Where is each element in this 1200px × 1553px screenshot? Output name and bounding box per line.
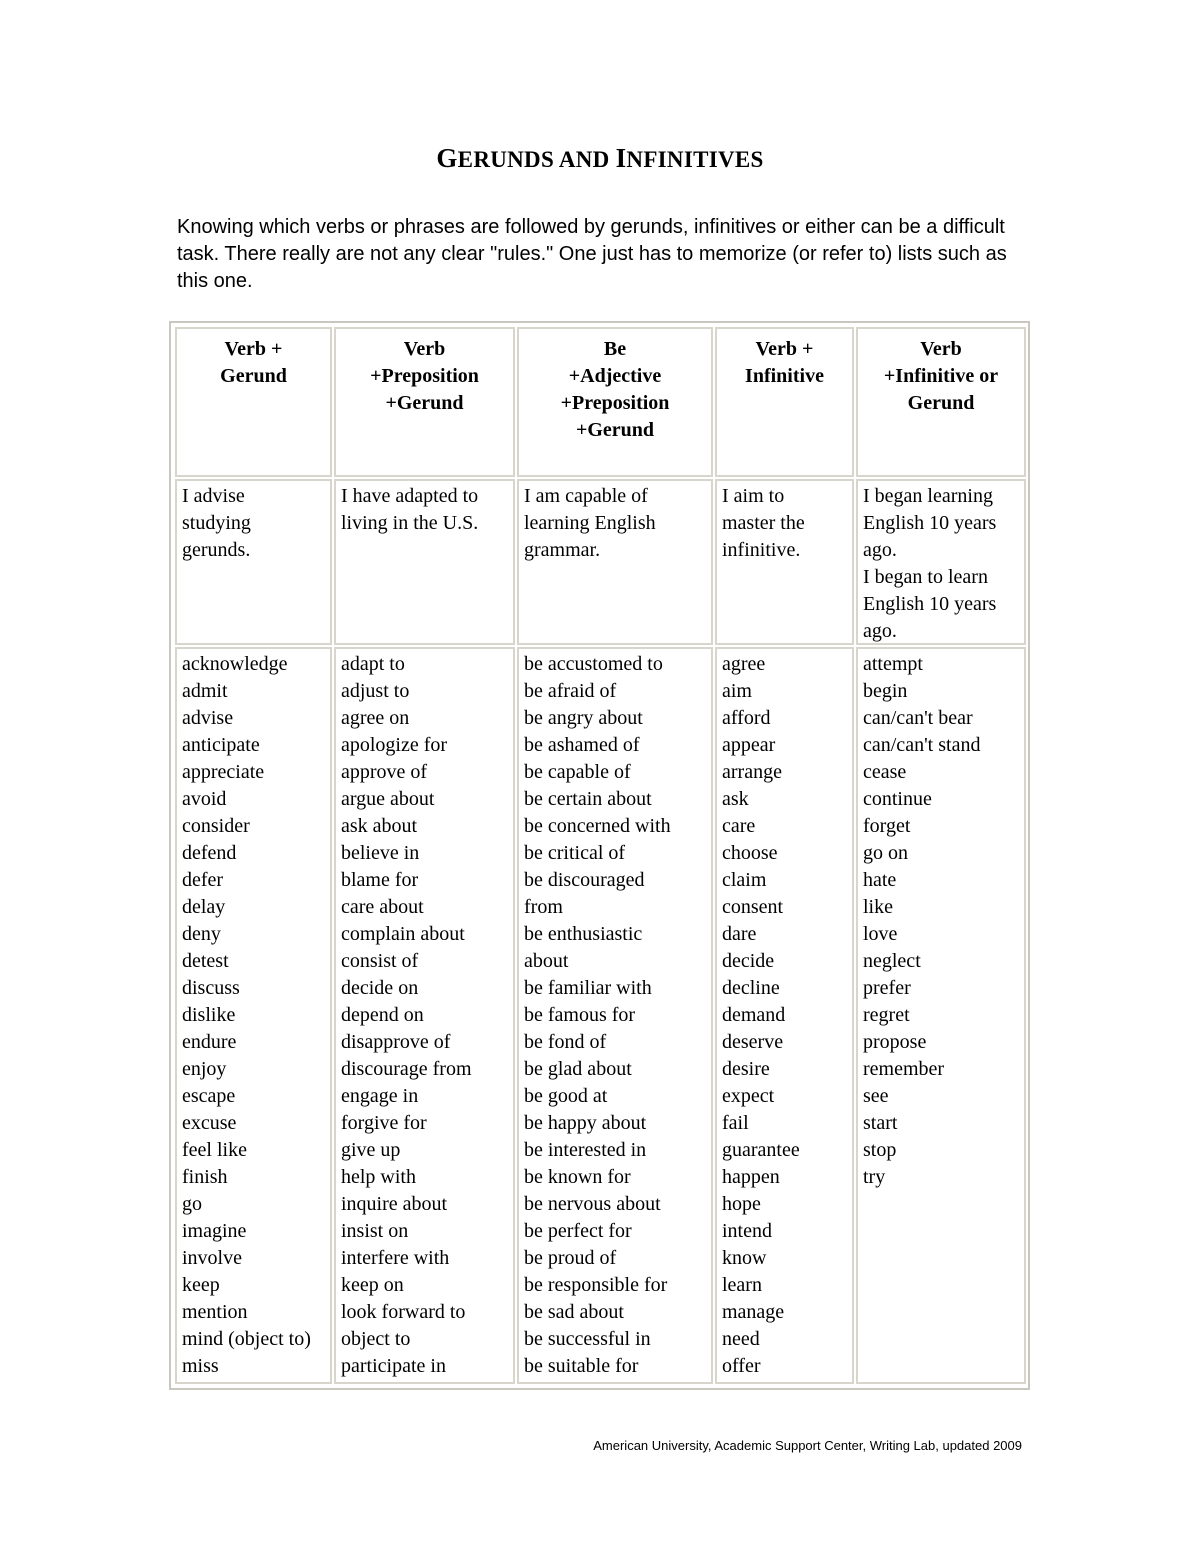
list-item: give up xyxy=(341,1139,401,1161)
list-item: apologize for xyxy=(341,734,448,756)
list-item: be concerned with xyxy=(524,815,671,837)
list-item: remember xyxy=(863,1058,945,1080)
list-item: regret xyxy=(863,1004,910,1026)
list-item: endure xyxy=(182,1031,237,1053)
list-verb-infinitive xyxy=(715,647,854,1384)
list-item: deserve xyxy=(722,1031,784,1053)
list-item: acknowledge xyxy=(182,653,288,675)
list-item: be perfect for xyxy=(524,1220,632,1242)
list-item: manage xyxy=(722,1301,785,1323)
list-item: hope xyxy=(722,1193,761,1215)
list-item: adjust to xyxy=(341,680,410,702)
list-item: keep xyxy=(182,1274,220,1296)
list-item: choose xyxy=(722,842,778,864)
list-item: discuss xyxy=(182,977,240,999)
list-item: offer xyxy=(722,1355,761,1377)
list-verb-preposition-gerund xyxy=(334,647,515,1384)
list-item: continue xyxy=(863,788,932,810)
list-item: be enthusiastic xyxy=(524,923,643,945)
list-item: be happy about xyxy=(524,1112,647,1134)
list-item: object to xyxy=(341,1328,411,1350)
example-be-adjective-preposition-gerund: I am capable of learning English grammar. xyxy=(517,479,713,645)
header-verb-preposition-gerund: Verb +Preposition +Gerund xyxy=(334,327,515,477)
list-item: decline xyxy=(722,977,780,999)
list-item: love xyxy=(863,923,898,945)
list-item: insist on xyxy=(341,1220,409,1242)
list-item: imagine xyxy=(182,1220,247,1242)
intro-paragraph: Knowing which verbs or phrases are followed by gerunds, infinitives or either can be a difficult task. There really are not any clear "rules." One just has to memorize (or refer to) lists such as this one. xyxy=(177,216,1007,292)
list-be-adjective-preposition-gerund xyxy=(517,647,713,1384)
list-item: be suitable for xyxy=(524,1355,639,1377)
list-item: adapt to xyxy=(341,653,405,675)
list-item: advise xyxy=(182,707,234,729)
list-item: deny xyxy=(182,923,221,945)
list-item: be discouraged xyxy=(524,869,645,891)
list-item: disapprove of xyxy=(341,1031,451,1053)
list-item: discourage from xyxy=(341,1058,472,1080)
list-item: care about xyxy=(341,896,424,918)
list-item: enjoy xyxy=(182,1058,227,1080)
list-item: happen xyxy=(722,1166,780,1188)
list-item: dare xyxy=(722,923,757,945)
list-item: be nervous about xyxy=(524,1193,661,1215)
list-item: prefer xyxy=(863,977,911,999)
list-item: about xyxy=(524,950,569,972)
list-item: consist of xyxy=(341,950,419,972)
list-item: detest xyxy=(182,950,229,972)
list-item: dislike xyxy=(182,1004,236,1026)
list-item: can/can't bear xyxy=(863,707,973,729)
example-verb-infinitive-or-gerund: I began learning English 10 years ago. I began to learn English 10 years ago. xyxy=(856,479,1026,645)
list-item: forget xyxy=(863,815,911,837)
list-item: anticipate xyxy=(182,734,260,756)
footer-credit: American University, Academic Support Center, Writing Lab, updated 2009 xyxy=(593,1438,1022,1453)
list-item: consider xyxy=(182,815,250,837)
list-item: claim xyxy=(722,869,767,891)
list-item: blame for xyxy=(341,869,419,891)
example-verb-preposition-gerund: I have adapted to living in the U.S. xyxy=(334,479,515,645)
list-item: mention xyxy=(182,1301,248,1323)
list-item: keep on xyxy=(341,1274,404,1296)
list-item: defend xyxy=(182,842,237,864)
list-item: like xyxy=(863,896,893,918)
list-item: need xyxy=(722,1328,760,1350)
list-item: feel like xyxy=(182,1139,247,1161)
list-item: be famous for xyxy=(524,1004,636,1026)
list-item: be responsible for xyxy=(524,1274,668,1296)
list-item: be angry about xyxy=(524,707,643,729)
header-verb-infinitive-or-gerund: Verb +Infinitive or Gerund xyxy=(856,327,1026,477)
list-item: be fond of xyxy=(524,1031,607,1053)
list-item: go on xyxy=(863,842,908,864)
list-item: believe in xyxy=(341,842,420,864)
list-verb-infinitive-or-gerund xyxy=(856,647,1026,1384)
example-verb-gerund: I advise studying gerunds. xyxy=(175,479,332,645)
list-item: desire xyxy=(722,1058,770,1080)
list-item: be glad about xyxy=(524,1058,632,1080)
list-item: interfere with xyxy=(341,1247,450,1269)
list-item: appear xyxy=(722,734,776,756)
list-item: intend xyxy=(722,1220,772,1242)
list-item: be familiar with xyxy=(524,977,652,999)
list-item: participate in xyxy=(341,1355,446,1377)
list-item: decide xyxy=(722,950,775,972)
list-item: begin xyxy=(863,680,908,702)
list-item: decide on xyxy=(341,977,419,999)
list-item: avoid xyxy=(182,788,227,810)
list-verb-gerund xyxy=(175,647,332,1384)
list-item: demand xyxy=(722,1004,786,1026)
list-item: be ashamed of xyxy=(524,734,640,756)
list-item: care xyxy=(722,815,756,837)
list-item: propose xyxy=(863,1031,927,1053)
list-item: be good at xyxy=(524,1085,608,1107)
header-be-adjective-preposition-gerund: Be +Adjective +Preposition +Gerund xyxy=(517,327,713,477)
list-item: neglect xyxy=(863,950,921,972)
list-item: fail xyxy=(722,1112,749,1134)
list-item: cease xyxy=(863,761,907,783)
list-item: miss xyxy=(182,1355,219,1377)
list-item: learn xyxy=(722,1274,762,1296)
list-item: be successful in xyxy=(524,1328,651,1350)
list-item: defer xyxy=(182,869,224,891)
list-item: argue about xyxy=(341,788,435,810)
list-item: complain about xyxy=(341,923,465,945)
list-item: look forward to xyxy=(341,1301,466,1323)
header-verb-infinitive: Verb + Infinitive xyxy=(715,327,854,477)
list-item: finish xyxy=(182,1166,228,1188)
list-item: delay xyxy=(182,896,226,918)
list-item: be afraid of xyxy=(524,680,617,702)
list-item: be accustomed to xyxy=(524,653,663,675)
list-item: consent xyxy=(722,896,784,918)
list-item: afford xyxy=(722,707,771,729)
list-item: be interested in xyxy=(524,1139,647,1161)
gerund-infinitive-table xyxy=(169,321,1030,1390)
list-item: be capable of xyxy=(524,761,631,783)
list-item: be proud of xyxy=(524,1247,617,1269)
list-item: escape xyxy=(182,1085,236,1107)
list-item: start xyxy=(863,1112,898,1134)
list-item: be certain about xyxy=(524,788,652,810)
list-item: admit xyxy=(182,680,228,702)
list-item: expect xyxy=(722,1085,775,1107)
list-item: mind (object to) xyxy=(182,1328,311,1350)
list-item: attempt xyxy=(863,653,923,675)
list-item: involve xyxy=(182,1247,242,1269)
list-item: forgive for xyxy=(341,1112,427,1134)
list-item: arrange xyxy=(722,761,782,783)
list-item: inquire about xyxy=(341,1193,448,1215)
list-item: agree xyxy=(722,653,766,675)
list-item: try xyxy=(863,1166,886,1188)
list-item: approve of xyxy=(341,761,428,783)
page-title: GERUNDS AND INFINITIVES xyxy=(436,143,764,173)
list-item: be known for xyxy=(524,1166,631,1188)
list-item: stop xyxy=(863,1139,897,1161)
example-verb-infinitive: I aim to master the infinitive. xyxy=(715,479,854,645)
list-item: guarantee xyxy=(722,1139,800,1161)
list-item: excuse xyxy=(182,1112,237,1134)
list-item: ask about xyxy=(341,815,418,837)
list-item: hate xyxy=(863,869,897,891)
list-item: appreciate xyxy=(182,761,265,783)
list-item: go xyxy=(182,1193,202,1215)
list-item: know xyxy=(722,1247,767,1269)
list-item: be critical of xyxy=(524,842,626,864)
list-item: depend on xyxy=(341,1004,424,1026)
list-item: from xyxy=(524,896,563,918)
list-item: can/can't stand xyxy=(863,734,981,756)
header-verb-gerund: Verb + Gerund xyxy=(175,327,332,477)
list-item: aim xyxy=(722,680,752,702)
list-item: engage in xyxy=(341,1085,419,1107)
list-item: help with xyxy=(341,1166,416,1188)
list-item: ask xyxy=(722,788,749,810)
list-item: be sad about xyxy=(524,1301,624,1323)
list-item: see xyxy=(863,1085,889,1107)
list-item: agree on xyxy=(341,707,410,729)
